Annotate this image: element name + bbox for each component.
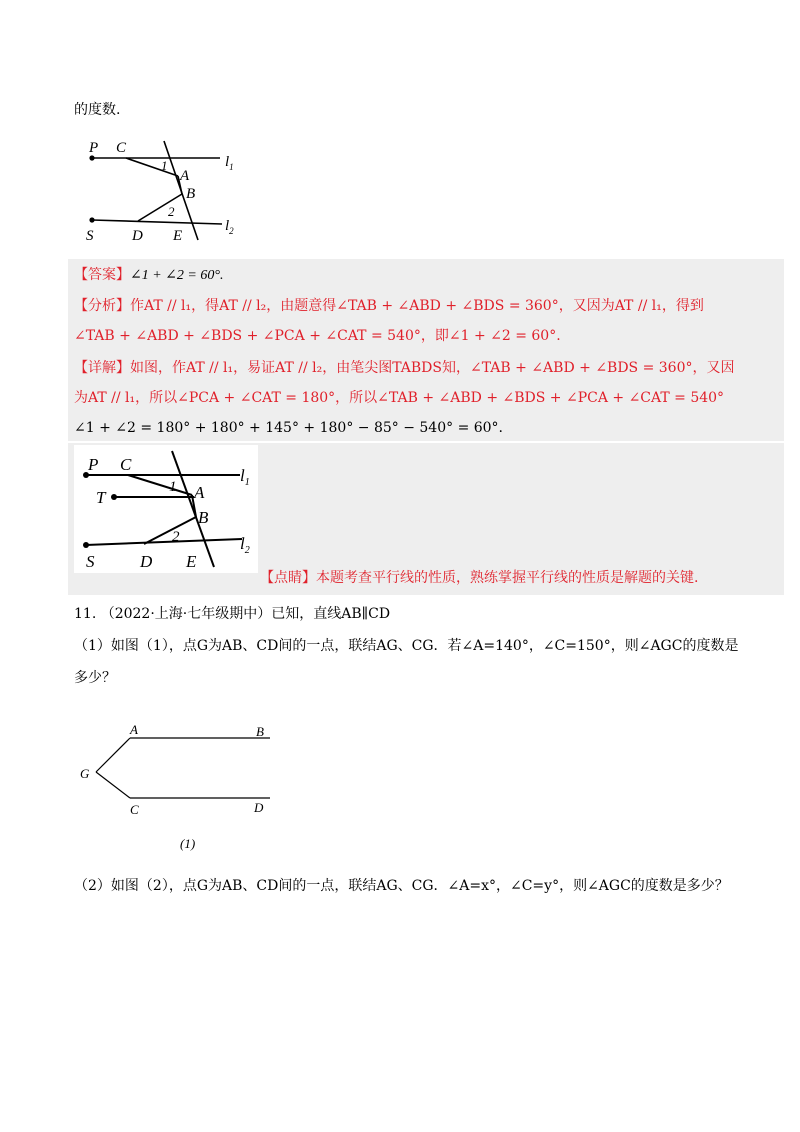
label-s: S — [86, 552, 95, 571]
figure-caption: (1) — [180, 836, 196, 851]
detail-line-2: 为AT // l₁，所以∠PCA + ∠CAT = 180°，所以∠TAB + ∠ABD + ∠BDS + ∠PCA + ∠CAT = 540° — [74, 390, 725, 406]
label-angle-1: 1 — [169, 479, 177, 495]
label-a: A — [194, 483, 205, 502]
figure-parallel-lines-mid — [74, 445, 258, 573]
label-e: E — [173, 228, 183, 244]
q11-part2: （2）如图（2），点G为AB、CD间的一点，联结AG、CG．∠A=x°，∠C=y°，则∠AGC的度数是多少？ — [74, 878, 729, 894]
segment-gc — [96, 772, 130, 798]
point-p — [89, 155, 94, 160]
label-c: C — [120, 455, 132, 474]
label-angle-2: 2 — [168, 204, 175, 219]
label-d: D — [254, 800, 264, 815]
figure-parallel-lines-top — [72, 136, 252, 246]
label-g: G — [80, 766, 90, 781]
label-l2: $l_2$ — [240, 534, 250, 556]
answer-tag: 【答案】 — [74, 267, 130, 283]
label-l1: $l_1$ — [225, 154, 234, 172]
answer-body: ∠1 + ∠2 = 60°. — [130, 268, 224, 283]
detail-tag: 【详解】 — [74, 360, 130, 376]
detail-line-1 — [74, 358, 735, 378]
label-e: E — [186, 552, 197, 571]
label-l2: $l_2$ — [225, 218, 234, 236]
analysis-text-1: 作AT // l₁，得AT // l₂，由题意得∠TAB + ∠ABD + ∠BDS = 360°，又因为AT // l₁，得到 — [130, 298, 704, 314]
q11-header: 11. （2022·上海·七年级期中）已知，直线AB∥CD — [74, 606, 391, 622]
label-a: A — [130, 722, 138, 737]
label-angle-2: 2 — [172, 529, 180, 545]
label-b: B — [256, 724, 264, 739]
label-l1: $l_1$ — [240, 466, 250, 488]
answer-line — [74, 265, 223, 286]
solution-block — [68, 259, 784, 441]
label-p: P — [88, 455, 99, 474]
label-t: T — [96, 488, 106, 507]
detail-text-1: 如图，作AT // l₁，易证AT // l₂，由笔尖图TABDS知，∠TAB + ∠ABD + ∠BDS = 360°，又因 — [130, 360, 735, 376]
line-l2 — [92, 220, 222, 224]
comment-line — [260, 568, 698, 588]
point-s — [83, 542, 89, 548]
point-t — [111, 494, 117, 500]
label-c: C — [130, 802, 139, 817]
label-d: D — [132, 228, 143, 244]
q11-part1-line2: 多少？ — [74, 670, 116, 686]
q11-part1-line1: （1）如图（1），点G为AB、CD间的一点，联结AG、CG．若∠A=140°，∠C=150°，则∠AGC的度数是 — [74, 638, 739, 654]
point-s — [89, 217, 94, 222]
comment-body: 本题考查平行线的性质，熟练掌握平行线的性质是解题的关键. — [316, 570, 699, 586]
figure-q11-1 — [70, 718, 290, 858]
segment-bd — [138, 194, 182, 221]
analysis-line-2: ∠TAB + ∠ABD + ∠BDS + ∠PCA + ∠CAT = 540°，即∠1 + ∠2 = 60°. — [74, 328, 561, 344]
analysis-tag: 【分析】 — [74, 298, 130, 314]
label-angle-1: 1 — [161, 158, 168, 173]
label-a: A — [180, 168, 190, 184]
comment-tag: 【点睛】 — [260, 570, 316, 586]
label-d: D — [140, 552, 153, 571]
line-l2 — [86, 539, 242, 545]
detail-line-3: ∠1 + ∠2 = 180° + 180° + 145° + 180° − 85° − 540° = 60°. — [74, 420, 504, 436]
analysis-line-1 — [74, 296, 704, 316]
segment-bd — [144, 517, 196, 544]
label-p: P — [89, 140, 99, 156]
label-b: B — [186, 186, 196, 202]
label-c: C — [116, 140, 127, 156]
label-s: S — [86, 228, 94, 244]
label-b: B — [198, 508, 209, 527]
intro-text: 的度数. — [74, 102, 121, 118]
segment-ga — [96, 738, 130, 772]
